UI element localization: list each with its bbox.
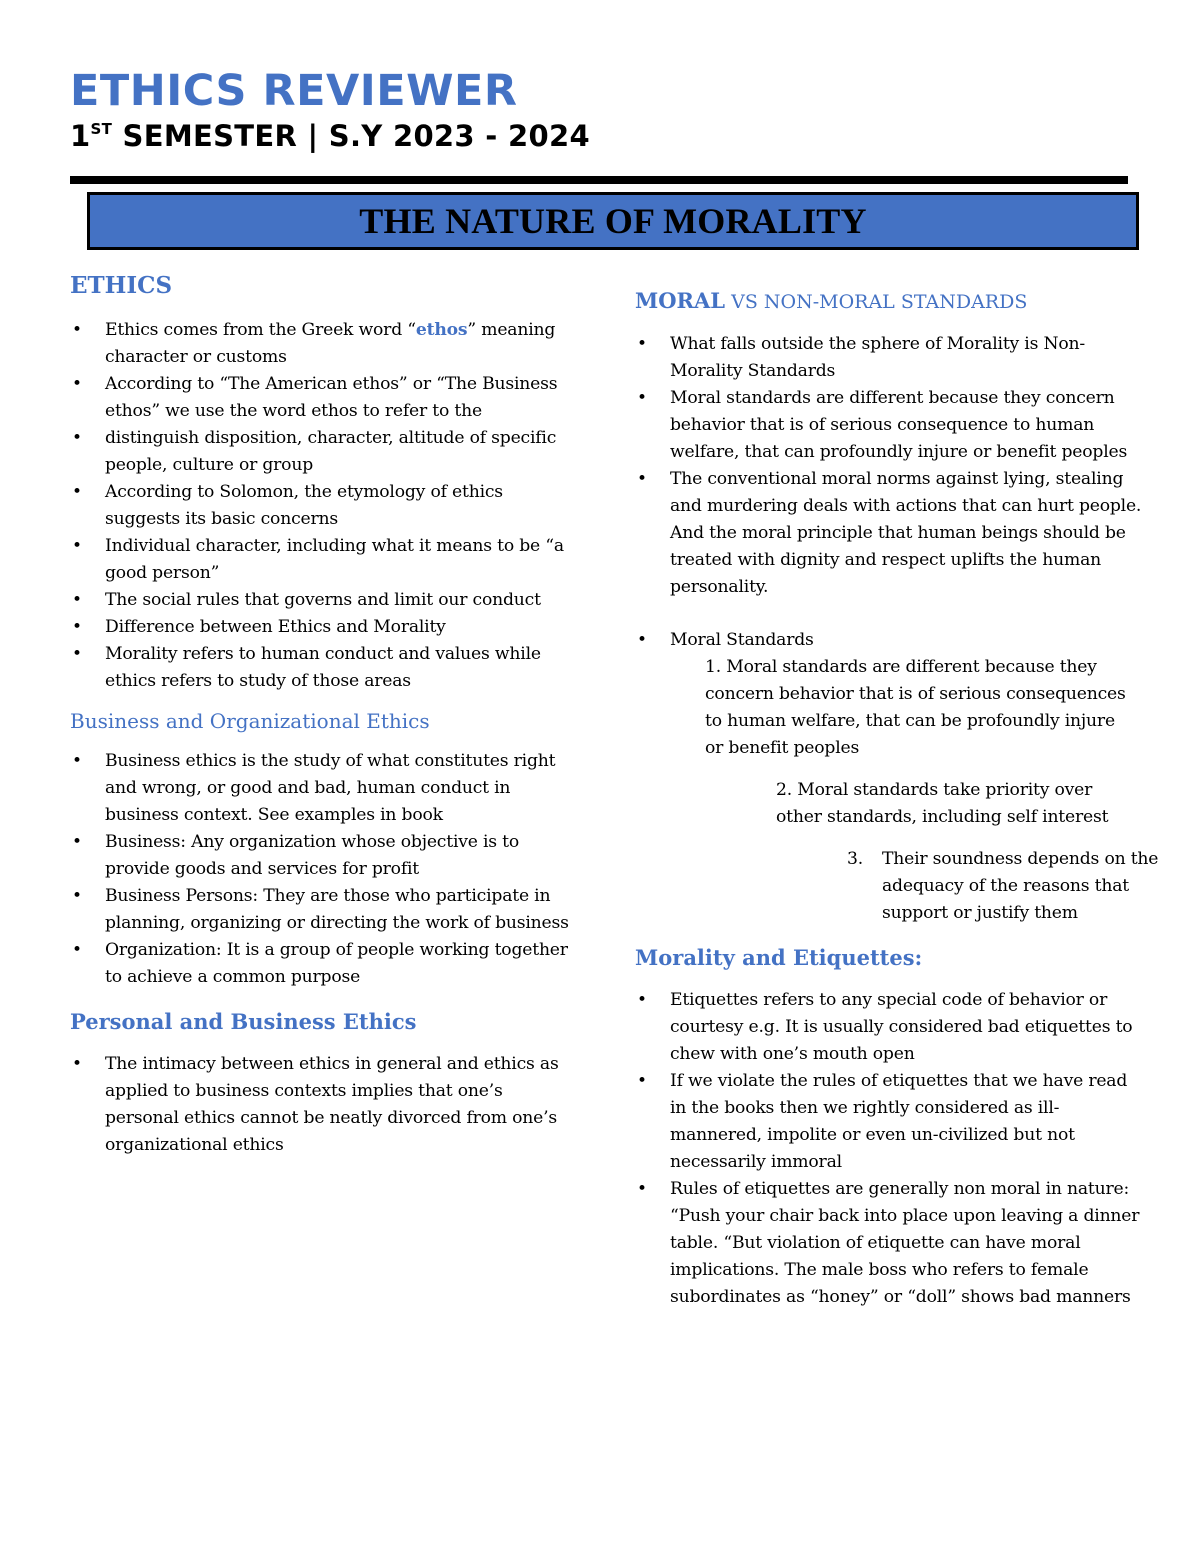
document-title: ETHICS REVIEWER xyxy=(70,66,518,116)
bullet-icon: • xyxy=(637,333,647,354)
list-item-text: distinguish disposition, character, altitude of specific people, culture or group xyxy=(105,427,557,475)
semester-text: SEMESTER | S.Y 2023 - 2024 xyxy=(112,119,590,153)
list-item xyxy=(635,987,1145,1068)
list-item xyxy=(70,479,570,533)
list-number: 3. xyxy=(847,848,863,869)
list-item-text: Ethics comes from the Greek word “ xyxy=(105,319,416,340)
bullet-icon: • xyxy=(637,1178,647,1199)
list-item xyxy=(70,748,570,829)
bullet-icon: • xyxy=(72,939,82,960)
bullet-icon: • xyxy=(72,831,82,852)
bullet-icon: • xyxy=(72,750,82,771)
document-subtitle xyxy=(70,119,590,153)
list-item xyxy=(635,466,1145,601)
title-divider xyxy=(70,176,1128,184)
bullet-icon: • xyxy=(72,1053,82,1074)
list-item-text: Business: Any organization whose objective is to provide goods and services for profit xyxy=(105,831,520,879)
bullet-icon: • xyxy=(72,885,82,906)
bullet-icon: • xyxy=(637,1070,647,1091)
business-ethics-list xyxy=(70,748,570,991)
ethics-list xyxy=(70,317,570,695)
bullet-icon: • xyxy=(637,468,647,489)
list-item xyxy=(70,1051,570,1159)
list-item-text: The intimacy between ethics in general and ethics as applied to business contexts implies that one’s personal ethics cannot be neatly divorced from one’s organizational ethics xyxy=(105,1053,559,1155)
left-column xyxy=(70,272,570,1159)
bullet-icon: • xyxy=(72,535,82,556)
moral-standard-3 xyxy=(847,846,1172,927)
list-item xyxy=(70,614,570,641)
bullet-icon: • xyxy=(72,643,82,664)
bullet-icon: • xyxy=(637,629,647,650)
list-item xyxy=(70,829,570,883)
etiquettes-list xyxy=(635,987,1145,1311)
heading-bold-part: MORAL xyxy=(635,288,726,313)
list-item-text: The conventional moral norms against lying, stealing and murdering deals with actions that can hurt people. And the moral principle that human beings should be treated with dignity and respect uplifts the human personality. xyxy=(670,468,1142,597)
right-column xyxy=(635,288,1159,1311)
business-ethics-heading: Business and Organizational Ethics xyxy=(70,708,430,733)
list-item xyxy=(70,317,570,371)
list-item-text: If we violate the rules of etiquettes that we have read in the books then we rightly considered as ill-mannered, impolite or even un-civilized but not necessarily immoral xyxy=(670,1070,1128,1172)
bullet-icon: • xyxy=(637,989,647,1010)
bullet-icon: • xyxy=(72,589,82,610)
list-item xyxy=(70,425,570,479)
list-item xyxy=(70,641,570,695)
ethos-term: ethos xyxy=(415,319,468,340)
personal-ethics-list xyxy=(70,1051,570,1159)
list-item xyxy=(70,883,570,937)
list-item-text: Business Persons: They are those who participate in planning, organizing or directing the work of business xyxy=(105,885,569,933)
list-item xyxy=(70,937,570,991)
list-item-text: Their soundness depends on the adequacy of the reasons that support or justify them xyxy=(882,848,1159,923)
list-item-text: ” meaning character or customs xyxy=(105,319,556,367)
list-item xyxy=(635,385,1145,466)
bullet-icon: • xyxy=(72,319,82,340)
list-item-text: Moral Standards xyxy=(670,629,814,650)
personal-ethics-heading: Personal and Business Ethics xyxy=(70,1008,417,1034)
list-item-text: Organization: It is a group of people working together to achieve a common purpose xyxy=(105,939,568,987)
list-item-text: Rules of etiquettes are generally non moral in nature: “Push your chair back into place upon leaving a dinner table. “But violation of etiquette can have moral implications. The male boss who refers to female subordinates as “honey” or “doll” shows bad manners xyxy=(670,1178,1140,1307)
moral-standard-2: 2. Moral standards take priority over other standards, including self interest xyxy=(776,779,1109,827)
bullet-icon: • xyxy=(72,481,82,502)
list-item-text: What falls outside the sphere of Morality is Non-Morality Standards xyxy=(670,333,1085,381)
bullet-icon: • xyxy=(72,427,82,448)
semester-ordinal-suffix: ST xyxy=(90,120,113,138)
list-item-text: According to Solomon, the etymology of ethics suggests its basic concerns xyxy=(105,481,503,529)
list-item-text: Difference between Ethics and Morality xyxy=(105,616,446,637)
bullet-icon: • xyxy=(72,616,82,637)
list-item xyxy=(70,587,570,614)
bullet-icon: • xyxy=(72,373,82,394)
list-item-text: Moral standards are different because they concern behavior that is of serious consequence to human welfare, that can profoundly injure or benefit peoples xyxy=(670,387,1128,462)
bullet-icon: • xyxy=(637,387,647,408)
list-item xyxy=(70,371,570,425)
list-item xyxy=(70,533,570,587)
morality-etiquettes-heading: Morality and Etiquettes: xyxy=(635,944,923,970)
ethics-heading: ETHICS xyxy=(70,272,173,299)
list-item-text: According to “The American ethos” or “The Business ethos” we use the word ethos to refer to the xyxy=(105,373,558,421)
list-item xyxy=(635,1068,1145,1176)
banner-title: THE NATURE OF MORALITY xyxy=(359,201,867,241)
moral-standard-1: 1. Moral standards are different because they concern behavior that is of serious consequences to human welfare, that can be profoundly injure or benefit peoples xyxy=(705,656,1126,758)
list-item-text: The social rules that governs and limit our conduct xyxy=(105,589,541,610)
list-item-text: Morality refers to human conduct and values while ethics refers to study of those areas xyxy=(105,643,541,691)
list-item-text: Business ethics is the study of what constitutes right and wrong, or good and bad, human conduct in business context. See examples in book xyxy=(105,750,556,825)
list-item-text: Etiquettes refers to any special code of behavior or courtesy e.g. It is usually considered bad etiquettes to chew with one’s mouth open xyxy=(670,989,1133,1064)
list-item xyxy=(635,627,1145,654)
section-banner xyxy=(87,192,1139,250)
moral-vs-nonmoral-heading xyxy=(635,288,1145,314)
list-item-text: Individual character, including what it means to be “a good person” xyxy=(105,535,564,583)
list-item xyxy=(635,1176,1145,1311)
moral-vs-nonmoral-list xyxy=(635,331,1145,601)
heading-rest: VS NON-MORAL STANDARDS xyxy=(725,291,1028,313)
moral-standards-list xyxy=(635,627,1145,654)
list-item xyxy=(635,331,1145,385)
semester-number: 1 xyxy=(70,119,91,153)
